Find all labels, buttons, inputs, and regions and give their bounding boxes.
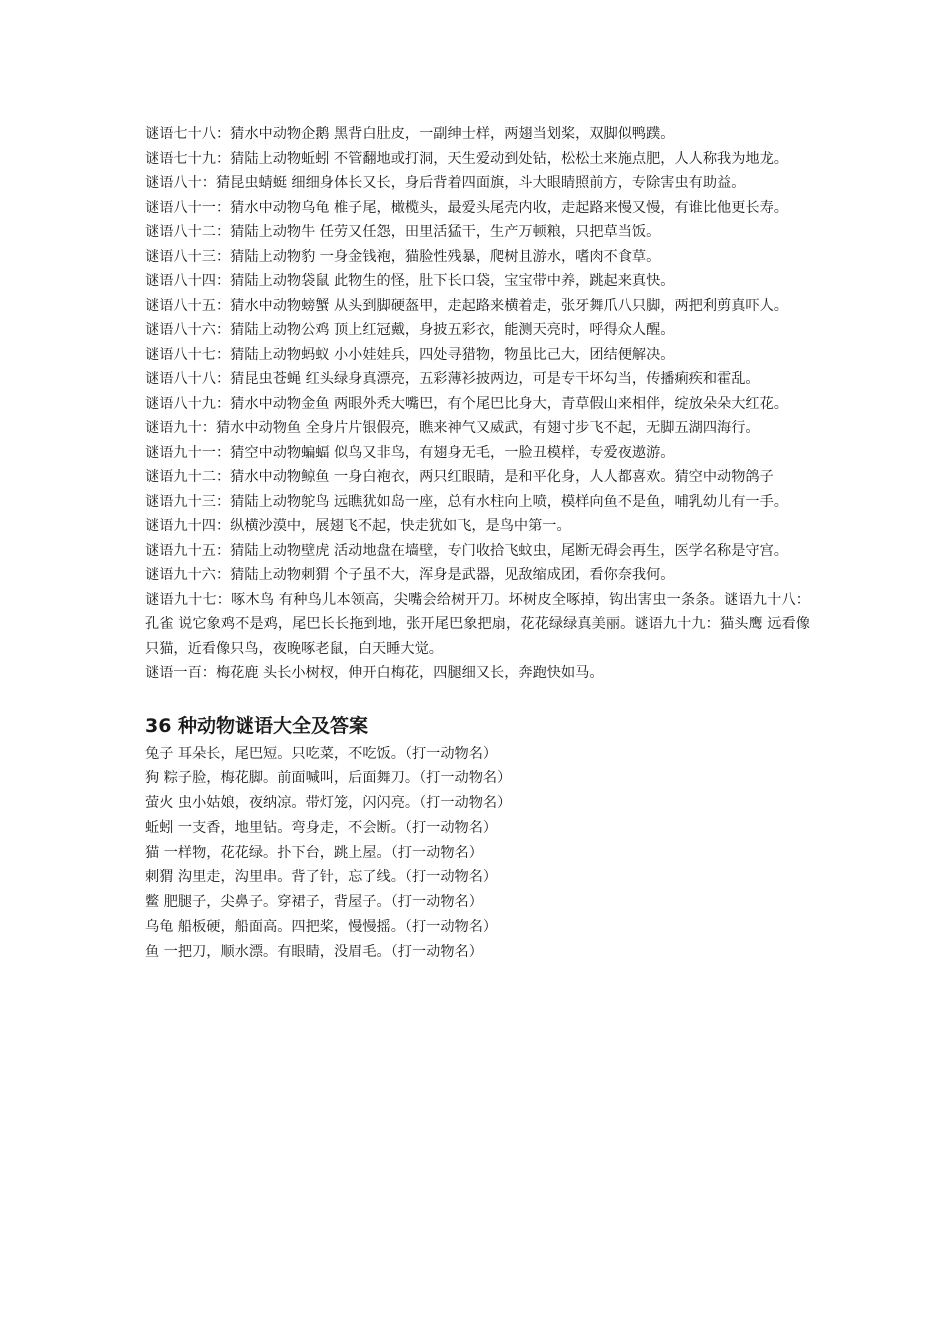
riddle-label: 谜语八十三： (145, 248, 231, 265)
animal-riddle-item: 乌龟 船板硬，船面高。四把桨，慢慢摇。（打一动物名） (145, 919, 498, 936)
riddle-entry (145, 220, 810, 245)
riddle-label: 谜语八十八： (145, 371, 231, 387)
riddle-entry (145, 196, 810, 221)
animal-riddle-item: 萤火 虫小姑娘，夜纳凉。带灯笼，闪闪亮。（打一动物名） (145, 795, 512, 812)
riddle-list (145, 122, 810, 588)
riddle-text: 猜陆上动物牛 任劳又任怨，田里活猛干，生产万顿粮，只把草当饭。 (230, 224, 661, 240)
riddle-entry (145, 563, 810, 588)
animal-riddle-item: 狗 粽子脸，梅花脚。前面喊叫，后面舞刀。（打一动物名） (145, 770, 512, 787)
riddle-label: 谜语九十五： (145, 542, 231, 559)
section-title: 36 种动物谜语大全及答案 (145, 714, 369, 737)
riddle-text: 梅花鹿 头长小树杈，伸开白梅花，四腿细又长，奔跑快如马。 (215, 665, 604, 681)
riddle-label: 谜语一百： (145, 665, 216, 681)
riddle-text: 猜陆上动物蚂蚁 小小娃娃兵，四处寻猎物，物虽比己大，团结便解决。 (230, 346, 675, 363)
animal-riddle-item: 刺猬 沟里走，沟里串。背了针，忘了线。（打一动物名） (145, 869, 498, 886)
riddle-text: 猜陆上动物公鸡 顶上红冠戴，身披五彩衣，能测天亮时，呼得众人醒。 (230, 322, 675, 338)
riddle-label: 谜语八十五： (145, 297, 231, 314)
riddle-entry (145, 171, 810, 196)
riddle-text: 猜陆上动物豹 一身金钱袍，猫脸性残暴，爬树且游水，嗜肉不食草。 (230, 248, 661, 265)
riddle-text: 猜空中动物蝙蝠 似鸟又非鸟，有翅身无毛，一脸丑模样，专爱夜遨游。 (230, 444, 675, 461)
riddle-entry (145, 367, 810, 392)
riddle-text: 纵横沙漠中，展翅飞不起，快走犹如飞，是鸟中第一。 (230, 518, 571, 534)
riddle-entry (145, 343, 810, 368)
riddle-text: 猜昆虫苍蝇 红头绿身真漂亮，五彩薄衫披两边，可是专干坏勾当，传播痢疾和霍乱。 (230, 371, 760, 387)
riddle-label: 谜语七十八： (145, 126, 231, 142)
riddle-label: 谜语九十四： (145, 518, 231, 534)
riddle-label: 谜语八十六： (145, 322, 231, 338)
animal-riddle-list (145, 742, 810, 965)
riddle-label: 谜语九十一： (145, 444, 231, 461)
document-page (145, 122, 810, 965)
riddle-text: 猜水中动物乌龟 椎子尾，橄榄头，最爱头尾壳内收，走起路来慢又慢，有谁比他更长寿。 (230, 199, 788, 216)
riddle-label: 谜语九十： (145, 420, 216, 436)
riddle-entry (145, 490, 810, 515)
riddle-entry (145, 514, 810, 539)
run-on-riddle-paragraph: 谜语九十七：啄木鸟 有种鸟儿本领高，尖嘴会给树开刀。坏树皮全啄掉，钩出害虫一条条。谜语九十八：孔雀 说它象鸡不是鸡，尾巴长长拖到地，张开尾巴象把扇，花花绿绿真美丽。谜语九十九：猫头鹰 远看像只猫，近看像只鸟，夜晚啄老鼠，白天睡大觉。 (145, 591, 810, 657)
riddle-text: 猜陆上动物蚯蚓 不管翻地或打洞，天生爱动到处钻，松松土来施点肥，人人称我为地龙。 (230, 150, 788, 167)
riddle-label: 谜语八十四： (145, 273, 231, 289)
riddle-text: 猜昆虫蜻蜓 细细身体长又长，身后背着四面旗，斗大眼睛照前方，专除害虫有助益。 (215, 175, 746, 191)
riddle-entry (145, 294, 810, 319)
animal-riddle-item: 兔子 耳朵长，尾巴短。只吃菜，不吃饭。（打一动物名） (145, 745, 498, 762)
riddle-entry (145, 441, 810, 466)
riddle-label: 谜语八十七： (145, 346, 231, 363)
riddle-text: 猜陆上动物刺猬 个子虽不大，浑身是武器，见敌缩成团，看你奈我何。 (230, 567, 675, 583)
riddle-label: 谜语八十一： (145, 199, 231, 216)
riddle-label: 谜语八十九： (145, 395, 231, 412)
riddle-entry (145, 147, 810, 172)
riddle-entry (145, 318, 810, 343)
riddle-entry (145, 122, 810, 147)
riddle-label: 谜语八十二： (145, 224, 231, 240)
riddle-entry (145, 269, 810, 294)
animal-riddle-item: 猫 一样物，花花绿。扑下台，跳上屋。（打一动物名） (145, 844, 483, 861)
riddle-text: 猜陆上动物壁虎 活动地盘在墙壁，专门收拾飞蚊虫，尾断无碍会再生，医学名称是守宫。 (230, 542, 788, 559)
riddle-text: 猜水中动物螃蟹 从头到脚硬盔甲，走起路来横着走，张牙舞爪八只脚，两把利剪真吓人。 (230, 297, 788, 314)
riddle-label: 谜语九十三： (145, 493, 231, 510)
riddle-label: 谜语九十六： (145, 567, 231, 583)
riddle-entry (145, 245, 810, 270)
animal-riddle-item: 鳖 肥腿子，尖鼻子。穿裙子，背屋子。（打一动物名） (145, 894, 483, 911)
riddle-entry (145, 392, 810, 417)
riddle-entry (145, 539, 810, 564)
animal-riddle-item: 蚯蚓 一支香，地里钻。弯身走，不会断。（打一动物名） (145, 819, 498, 836)
riddle-label: 谜语九十二： (145, 469, 231, 485)
riddle-label: 谜语七十九： (145, 150, 231, 167)
riddle-label: 谜语八十： (145, 175, 216, 191)
riddle-entry (145, 416, 810, 441)
riddle-text: 猜水中动物企鹅 黑背白肚皮，一副绅士样，两翅当划桨，双脚似鸭蹼。 (230, 126, 675, 142)
riddle-text: 猜水中动物金鱼 两眼外秃大嘴巴，有个尾巴比身大，青草假山来相伴，绽放朵朵大红花。 (230, 395, 788, 412)
riddle-text: 猜水中动物鱼 全身片片银假亮，瞧来神气又威武，有翅寸步飞不起，无脚五湖四海行。 (215, 420, 760, 436)
riddle-text: 猜陆上动物鸵鸟 远瞧犹如岛一座，总有水柱向上喷，模样向鱼不是鱼，哺乳幼儿有一手。 (230, 493, 788, 510)
animal-riddle-item: 鱼 一把刀，顺水漂。有眼睛，没眉毛。（打一动物名） (145, 943, 483, 960)
riddle-entry (145, 661, 810, 686)
riddle-entry (145, 465, 810, 490)
riddle-text: 猜水中动物鲸鱼 一身白袍衣，两只红眼睛，是和平化身，人人都喜欢。猜空中动物鸽子 (230, 469, 774, 485)
riddle-text: 猜陆上动物袋鼠 此物生的怪，肚下长口袋，宝宝带中养，跳起来真快。 (230, 273, 675, 289)
